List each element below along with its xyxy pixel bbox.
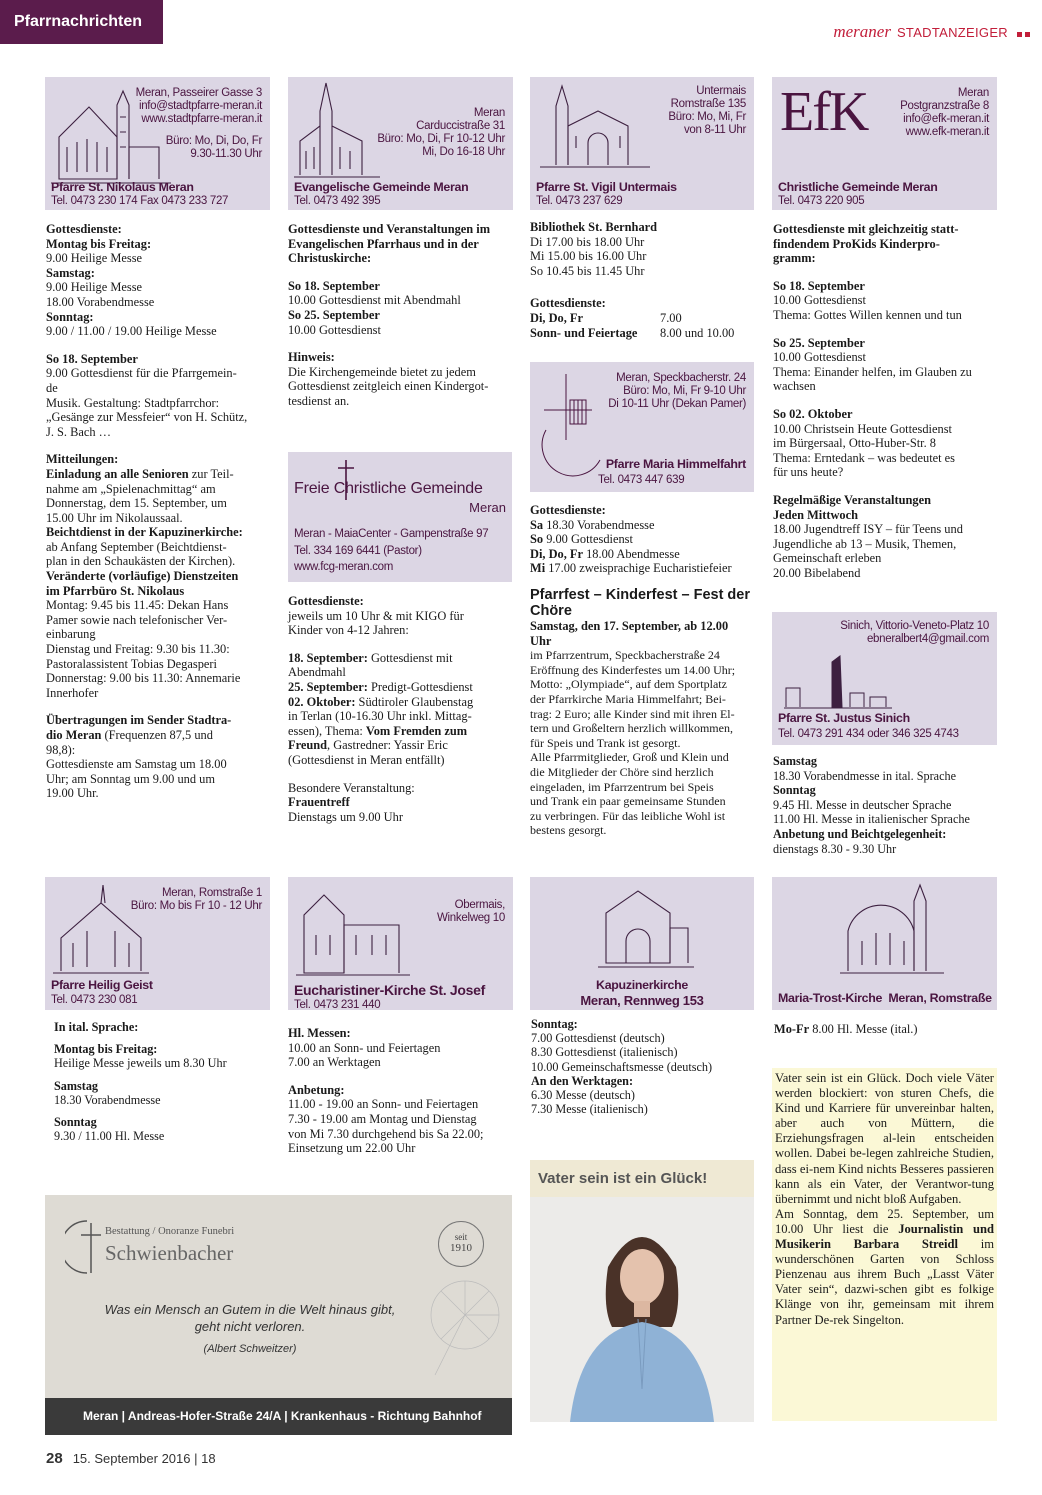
josef-text: Hl. Messen: 10.00 an Sonn- und Feiertagen 7.00 an Werktagen Anbetung: 11.00 - 19.00 an Sonn- und Feiertagen 7.30 - 19.00 am Montag und Dienstag von Mi 7.30 durchgehend bis Sa 22.00; Einsetzung um 22.00 Uhr xyxy=(288,1026,484,1156)
himmel-name: Pfarre Maria Himmelfahrt xyxy=(605,457,746,471)
vater-article: Vater sein ist ein Glück. Doch viele Väter werden blockiert: von sturen Chefs, die Kind und Karriere für unvereinbar halten, aber auch von Müttern, die Erziehungsfragen al-lein entscheiden wollen. Dabei be-legen zahlreiche Studien, dass ei-nem Kind nichts Besseres passieren kann als ein Vater, der Verantwor-tung übernimmt und nicht bloß Aufgaben. Am Sonntag, dem 25. September, um 10.00 Uhr liest die Journalistin und Musikerin Barbara Streidl im wunderschönen Garten von Schloss Pienzenau aus ihrem Buch „Lasst Väter Vater sein“, dazwi-schen gibt es folkige Klänge von ihr, gemeinsam mit ihrem Partner De-rek Singelton. xyxy=(772,1068,997,1421)
josef-address: Obermais, Winkelweg 10 xyxy=(437,899,505,924)
nikolaus-text: Gottesdienste: Montag bis Freitag: 9.00 Heilige Messe Samstag: 9.00 Heilige Messe 18.00 Vorabendmesse Sonntag: 9.00 / 11.00 / 19.00 Heilige Messe So 18. September 9.00 Gottesdienst für die Pfarrgemein- de Musik. Gestaltung: Stadtpfarrchor: „Gesänge zur Messfeier“ von H. Schütz, J. S. Bach … Mitteilungen: Einladung an alle Senioren zur Teil- nahme am „Spielenachmittag“ am Donnerstag, dem 15. September, um 15.00 Uhr im Nikolaussaal. Beichtdienst in der Kapuzinerkirche: ab Anfang September (Beichtdienst- plan in den Schaukästen der Kirchen). Veränderte (vorläufige) Dienstzeiten im Pfarrbüro St. Nikolaus Montag: 9.45 bis 11.45: Dekan Hans Pamer sowie nach telefonischer Ver- einbarung Dienstag und Freitag: 9.30 bis 11.30: Pastoralassistent Tobias Degasperi Donnerstag: 9.00 bis 11.30: Annemarie Innerhofer Übertragungen im Sender Stadtra- dio Meran (Frequenzen 87,5 und 98,8): Gottesdienste am Samstag um 18.00 Uhr; am Sonntag um 9.00 und um 19.00 Uhr. xyxy=(46,222,248,801)
masthead xyxy=(833,22,1030,42)
church-justus-icon xyxy=(784,652,894,712)
evang-address: Meran Carduccistraße 31 Büro: Mo, Di, Fr 10-12 Uhr Mi, Do 16-18 Uhr xyxy=(377,107,505,158)
josef-name: Eucharistiner-Kirche St. Josef xyxy=(294,982,485,998)
vigil-tel: Tel. 0473 237 629 xyxy=(536,195,623,207)
vigil-address: Untermais Romstraße 135 Büro: Mo, Mi, Fr von 8-11 Uhr xyxy=(668,85,746,136)
ad-subtitle: Bestattung / Onoranze Funebri xyxy=(105,1226,235,1237)
ad-schwienbacher xyxy=(45,1195,512,1435)
trost-text: Mo-Fr 8.00 Hl. Messe (ital.) xyxy=(774,1022,918,1036)
geist-tel: Tel. 0473 230 081 xyxy=(51,994,138,1006)
box-nikolaus xyxy=(45,77,270,210)
fcg-logo-city: Meran xyxy=(469,500,506,515)
ad-seal: seit 1910 xyxy=(438,1221,484,1267)
church-maria-trost-icon xyxy=(838,881,948,981)
cgm-text: Gottesdienste mit gleichzeitig statt- findendem ProKids Kinderpro- gramm: So 18. September 10.00 Gottesdienst Thema: Gottes Willen kennen und tun So 25. September 10.00 Gottesdienst Thema: Einander helfen, im Glauben zu wachsen So 02. Oktober 10.00 Christsein Heute Gottesdienst im Bürgersaal, Otto-Huber-Str. 8 Thema: Erntedank – was bedeutet es für uns heute? Regelmäßige Veranstaltungen Jeden Mittwoch 18.00 Jugendtreff ISY – für Teens und Jugendliche ab 13 – Musik, Themen, Gemeinschaft erleben 20.00 Bibelabend xyxy=(773,222,972,580)
issue-date: 15. September 2016 | 18 xyxy=(72,1451,216,1466)
geist-address: Meran, Romstraße 1 Büro: Mo bis Fr 10 - 12 Uhr xyxy=(130,887,262,912)
vigil-text: Bibliothek St. Bernhard Di 17.00 bis 18.00 Uhr Mi 15.00 bis 16.00 Uhr So 10.45 bis 11.45 Uhr Gottesdienste: Di, Do, Fr 7.00 Sonn- und Feiertage 8.00 und 10.00 xyxy=(530,220,735,340)
kapuziner-text: Sonntag: 7.00 Gottesdienst (deutsch) 8.30 Gottesdienst (italienisch) 10.00 Gemeinschaftsmesse (deutsch) An den Werktagen: 6.30 Messe (deutsch) 7.30 Messe (italienisch) xyxy=(531,1017,713,1117)
box-vigil xyxy=(530,77,754,210)
ad-name: Schwienbacher xyxy=(105,1241,234,1265)
evang-tel: Tel. 0473 492 395 xyxy=(294,195,381,207)
geist-text: In ital. Sprache: Montag bis Freitag: Heilige Messe jeweils um 8.30 Uhr Samstag 18.30 Vorabendmesse Sonntag 9.30 / 11.00 Hl. Messe xyxy=(54,1020,227,1144)
cgm-name: Christliche Gemeinde Meran xyxy=(778,180,938,194)
cgm-address: Meran Postgranzstraße 8 info@efk-meran.it www.efk-meran.it xyxy=(900,87,989,138)
section-label: Pfarrnachrichten xyxy=(0,0,163,44)
church-st-josef-icon xyxy=(294,885,414,980)
box-cgm xyxy=(772,77,997,210)
nikolaus-tel: Tel. 0473 230 174 Fax 0473 233 727 xyxy=(51,195,229,207)
box-st-josef xyxy=(288,877,513,1010)
page-footer xyxy=(46,1450,216,1467)
fcg-address: Meran - MaiaCenter - Gampenstraße 97 xyxy=(294,528,489,540)
nikolaus-address: Meran, Passeirer Gasse 3 info@stadtpfarre-meran.it www.stadtpfarre-meran.it Büro: Mo, Di, Do, Fr 9.30-11.30 Uhr xyxy=(135,87,262,160)
brand-squares xyxy=(1014,24,1030,41)
box-heilig-geist xyxy=(45,877,270,1010)
fcg-web: www.fcg-meran.com xyxy=(294,561,394,573)
fcg-logo: Freie Christliche Gemeinde xyxy=(294,480,483,497)
evang-name: Evangelische Gemeinde Meran xyxy=(294,180,469,194)
box-justus xyxy=(772,612,997,745)
nikolaus-name: Pfarre St. Nikolaus Meran xyxy=(51,180,194,194)
box-fcg xyxy=(288,452,512,582)
justus-address: Sinich, Vittorio-Veneto-Platz 10 ebneralbert4@gmail.com xyxy=(840,620,989,645)
trost-title: Maria-Trost-Kirche Meran, Romstraße xyxy=(778,991,992,1005)
justus-name: Pfarre St. Justus Sinich xyxy=(778,711,910,725)
justus-tel: Tel. 0473 291 434 oder 346 325 4743 xyxy=(778,728,959,740)
box-maria-trost xyxy=(772,877,997,1010)
woman-photo xyxy=(530,1197,754,1422)
church-kapuziner-icon xyxy=(596,883,696,973)
ad-address-strip: Meran | Andreas-Hofer-Straße 24/A | Krankenhaus - Richtung Bahnhof xyxy=(45,1398,512,1435)
brand-caps: STADTANZEIGER xyxy=(896,24,1008,40)
page-number: 28 xyxy=(46,1450,63,1467)
church-evangelisch-icon xyxy=(292,81,382,181)
evang-text: Gottesdienste und Veranstaltungen im Evangelischen Pfarrhaus und in der Christuskirche: So 18. September 10.00 Gottesdienst mit Abendmahl So 25. September 10.00 Gottesdienst Hinweis: Die Kirchengemeinde bietet zu jedem Gottesdienst zeitgleich einen Kindergot- tesdienst an. xyxy=(288,222,491,408)
fcg-text: Gottesdienste: jeweils um 10 Uhr & mit KIGO für Kinder von 4-12 Jahren: 18. September: Gottesdienst mit Abendmahl 25. September: Predigt-Gottesdienst 02. Oktober: Südtiroler Glaubenstag in Terlan (10-16.30 Uhr inkl. Mittag- essen), Thema: Vom Fremden zum Freund, Gastredner: Yassir Eric (Gottesdienst in Meran entfällt) Besondere Veranstaltung: Frauentreff Dienstags um 9.00 Uhr xyxy=(288,594,474,824)
cross-window-icon xyxy=(536,370,606,480)
justus-text: Samstag 18.30 Vorabendmesse in ital. Sprache Sonntag 9.45 Hl. Messe in deutscher Sprache 11.00 Hl. Messe in italienischer Sprache Anbetung und Beichtgelegenheit: dienstags 8.30 - 9.30 Uhr xyxy=(773,754,970,856)
josef-tel: Tel. 0473 231 440 xyxy=(294,999,381,1010)
box-himmelfahrt xyxy=(530,362,754,492)
fcg-tel: Tel. 334 169 6441 (Pastor) xyxy=(294,545,422,557)
himmel-address: Meran, Speckbacherstr. 24 Büro: Mo, Mi, Fr 9-10 Uhr Di 10-11 Uhr (Dekan Pamer) xyxy=(608,372,746,410)
kapuziner-address: Meran, Rennweg 153 xyxy=(580,993,704,1008)
brand-italic: meraner xyxy=(833,22,891,41)
vigil-name: Pfarre St. Vigil Untermais xyxy=(536,180,677,194)
ad-quote: Was ein Mensch an Gutem in die Welt hinaus gibt, geht nicht verloren. (Albert Schweitzer) xyxy=(104,1302,396,1355)
himmel-text: Gottesdienste: Sa 18.30 Vorabendmesse So 9.00 Gottesdienst Di, Do, Fr 18.00 Abendmesse Mi 17.00 zweisprachige Eucharistiefeier Pfarrfest – Kinderfest – Fest der Chöre Samstag, den 17. September, ab 12.00 Uhr im Pfarrzentrum, Speckbacherstraße 24 Eröffnung des Kinderfestes um 14.00 Uhr; Motto: „Olympiade“, auf dem Sportplatz der Pfarrkirche Maria Himmelfahrt; Bei- trag: 2 Euro; alle Kinder sind mit ihren El- tern und Großeltern herzlich willkommen, für Speis und Trank ist gesorgt. Alle Pfarrmitglieder, Groß und Klein und die Mitglieder der Chöre sind herzlich eingeladen, im Pfarrzentrum bei Speis und Trank ein paar gemeinsame Stunden zu verbringen. Für das leibliche Wohl ist bestens gesorgt. xyxy=(530,503,750,838)
himmel-tel: Tel. 0473 447 639 xyxy=(598,474,685,486)
kapuziner-name: Kapuzinerkirche xyxy=(596,978,688,992)
box-kapuziner xyxy=(530,877,754,1010)
vater-heading: Vater sein ist ein Glück! xyxy=(530,1160,754,1197)
efk-logo: EfK xyxy=(780,81,868,143)
geist-name: Pfarre Heilig Geist xyxy=(51,978,153,992)
box-evangelisch xyxy=(288,77,513,210)
cgm-tel: Tel. 0473 220 905 xyxy=(778,195,865,207)
church-vigil-icon xyxy=(538,81,658,171)
